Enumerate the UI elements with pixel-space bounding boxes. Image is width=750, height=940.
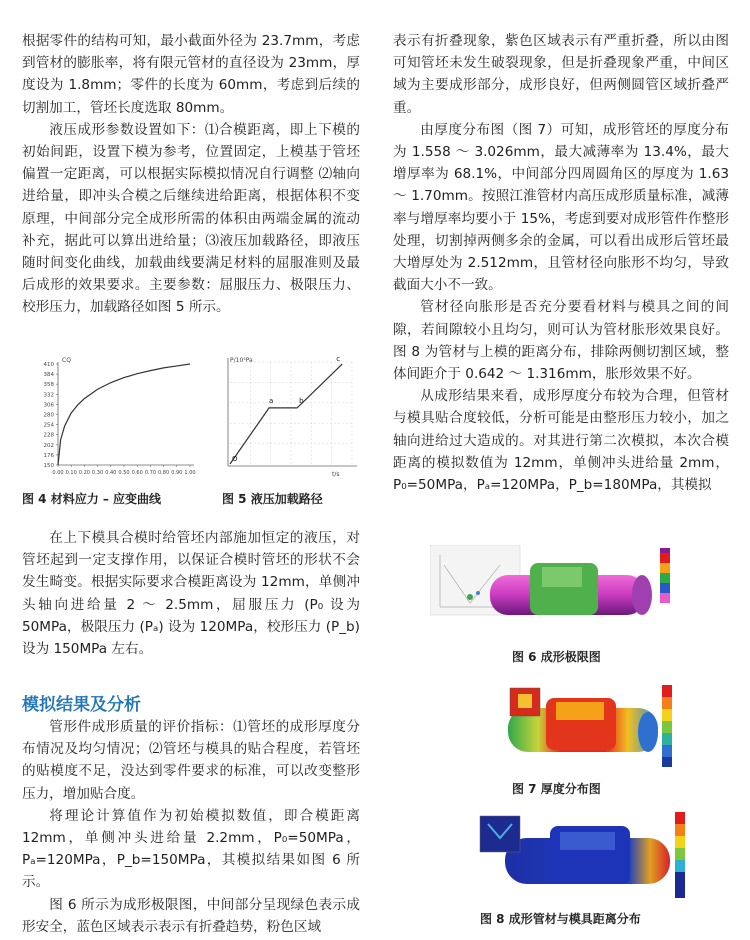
y-tick-label: 358 xyxy=(43,382,54,389)
figure-7-caption: 图 7 厚度分布图 xyxy=(512,782,601,796)
x-tick-label: 0.30 xyxy=(92,470,104,476)
paragraph: 表示有折叠现象，紫色区域表示有严重折叠，所以由图可知管坯未发生破裂现象，但是折叠现象严重，中间区域为主要成形部分，成形良好，但两侧圆管区域折叠严重。 xyxy=(393,33,729,116)
y-unit-label: P/10⁵Pa xyxy=(230,357,253,364)
x-tick-label: 0.00 xyxy=(52,470,64,476)
x-tick-label: 0.40 xyxy=(105,470,117,476)
path-point-label: b xyxy=(299,396,304,405)
x-tick-label: 0.20 xyxy=(78,470,90,476)
loading-path-line xyxy=(230,364,342,464)
x-tick-label: 0.70 xyxy=(144,470,156,476)
path-point-label: c xyxy=(336,355,341,364)
path-point-label: a xyxy=(269,396,274,405)
paragraph: 从成形结果来看，成形厚度分布较为合理，但管材与模具贴合度较低，分析可能是由整形压力较小，加之轴向进给过大造成的。对其进行第二次模拟，本次合模距离的模拟数值为 12mm，单侧冲头进给量 2mm，P₀=50MPa，Pₐ=120MPa，P_b=180MPa，其模拟 xyxy=(393,388,729,494)
y-tick-label: 384 xyxy=(43,372,54,379)
figure-5-chart xyxy=(212,352,360,482)
figure-8-image xyxy=(430,810,690,902)
paragraph: 管材径向胀形是否充分要看材料与模具之间的间隙，若间隙较小且均匀，则可认为管材胀形效果良好。图 8 为管材与上模的距离分布，排除两侧切割区域，整体间距介于 0.642 ～ 1.316mm，胀形效果不好。 xyxy=(393,299,729,383)
figure-4-chart xyxy=(22,352,197,482)
section-title: 模拟结果及分析 xyxy=(22,695,141,715)
right-column xyxy=(393,30,729,496)
paragraph: 在上下模具合模时给管坯内部施加恒定的液压，对管坯起到一定支撑作用，以保证合模时管坯的形状不会发生畸变。根据实际要求合模距离设为 12mm，单侧冲头轴向进给量 2 ～ 2.5mm，屈服压力 (P₀ 设为 50MPa，极限压力 (Pₐ) 设为 120MPa，校形压力 (P_b) 设为 150MPa 左右。 xyxy=(22,530,360,658)
paragraph: 图 6 所示为成形极限图，中间部分呈现绿色表示成形安全，蓝色区域表示表示有折叠趋势，粉色区域 xyxy=(22,896,360,935)
x-tick-label: 0.60 xyxy=(131,470,143,476)
y-tick-label: 280 xyxy=(43,412,54,419)
paragraph: 由厚度分布图（图 7）可知，成形管坯的厚度分布为 1.558 ～ 3.026mm，最大减薄率为 13.4%，最大增厚率为 68.1%，中间部分四周圆角区的厚度为 1.63 ～ 1.70mm。按照江淮管材内高压成形质量标准，减薄率与增厚率均要小于 15%，考虑到要对成形管件作整形处理，切割掉两侧多余的金属，可以看出成形后管坯最大增厚处为 2.512mm，且管材径向胀形不均匀，导致截面大小不一致。 xyxy=(393,121,729,294)
y-tick-label: 306 xyxy=(43,402,54,409)
path-point-label: O xyxy=(232,455,238,463)
x-tick-label: 1.00 xyxy=(184,470,196,476)
y-tick-label: 332 xyxy=(43,392,54,399)
y-tick-label: 410 xyxy=(43,362,54,368)
paragraph: 根据零件的结构可知，最小截面外径为 23.7mm，考虑到管材的膨胀率，将有限元管材的直径设为 23mm，厚度设为 1.8mm；零件的长度为 60mm，考虑到后续的切割加工，管坯长度选取 80mm。 xyxy=(22,33,360,116)
y-tick-label: 176 xyxy=(43,452,54,459)
left-column-middle xyxy=(22,527,360,660)
y-tick-label: 228 xyxy=(43,432,54,439)
paragraph: 液压成形参数设置如下：⑴合模距离，即上下模的初始间距，设置下模为参考，位置固定，上模基于管坯偏置一定距离，可以根据实际模拟情况自行调整 ⑵轴向进给量，即冲头合模之后继续进给距离，根据体积不变原理，中间部分完全成形所需的体积由两端金属的流动补充，据此可以算出进给量；⑶液压加载路径，即液压随时间变化曲线，加载曲线要满足材料的屈服准则及最后成形的效果要求。主要参数：屈服压力、极限压力、校形压力，加载路径如图 5 所示。 xyxy=(22,121,360,316)
x-tick-label: 0.10 xyxy=(65,470,77,476)
y-tick-label: 202 xyxy=(43,442,54,449)
x-tick-label: 0.90 xyxy=(171,470,183,476)
x-tick-label: 0.50 xyxy=(118,470,130,476)
figure-7-image xyxy=(438,680,678,772)
x-tick-label: 0.80 xyxy=(158,470,170,476)
left-column-bottom xyxy=(22,716,360,938)
figure-5-caption: 图 5 液压加载路径 xyxy=(222,492,323,506)
x-unit-label: t/s xyxy=(332,471,340,478)
stress-strain-line xyxy=(58,364,190,465)
figure-6-image xyxy=(430,545,690,640)
figure-row-4-5 xyxy=(22,352,360,512)
figure-6-caption: 图 6 成形极限图 xyxy=(512,650,601,664)
y-unit-label: CQ xyxy=(62,357,71,364)
paragraph: 管形件成形质量的评价指标：⑴管坯的成形厚度分布情况及均匀情况；⑵管坯与模具的贴合程度，若管坯的贴模度不足，没达到零件要求的标准，可以改变整形压力，增加贴合度。 xyxy=(22,719,360,802)
y-tick-label: 254 xyxy=(43,422,54,429)
y-tick-label: 150 xyxy=(43,463,54,469)
figure-8-caption: 图 8 成形管材与模具距离分布 xyxy=(480,912,641,926)
figure-4-caption: 图 4 材料应力 – 应变曲线 xyxy=(22,492,162,506)
left-column-top xyxy=(22,30,360,319)
paragraph: 将理论计算值作为初始模拟数值，即合模距离 12mm，单侧冲头进给量 2.2mm，P₀=50MPa，Pₐ=120MPa，P_b=150MPa，其模拟结果如图 6 所示。 xyxy=(22,807,360,891)
